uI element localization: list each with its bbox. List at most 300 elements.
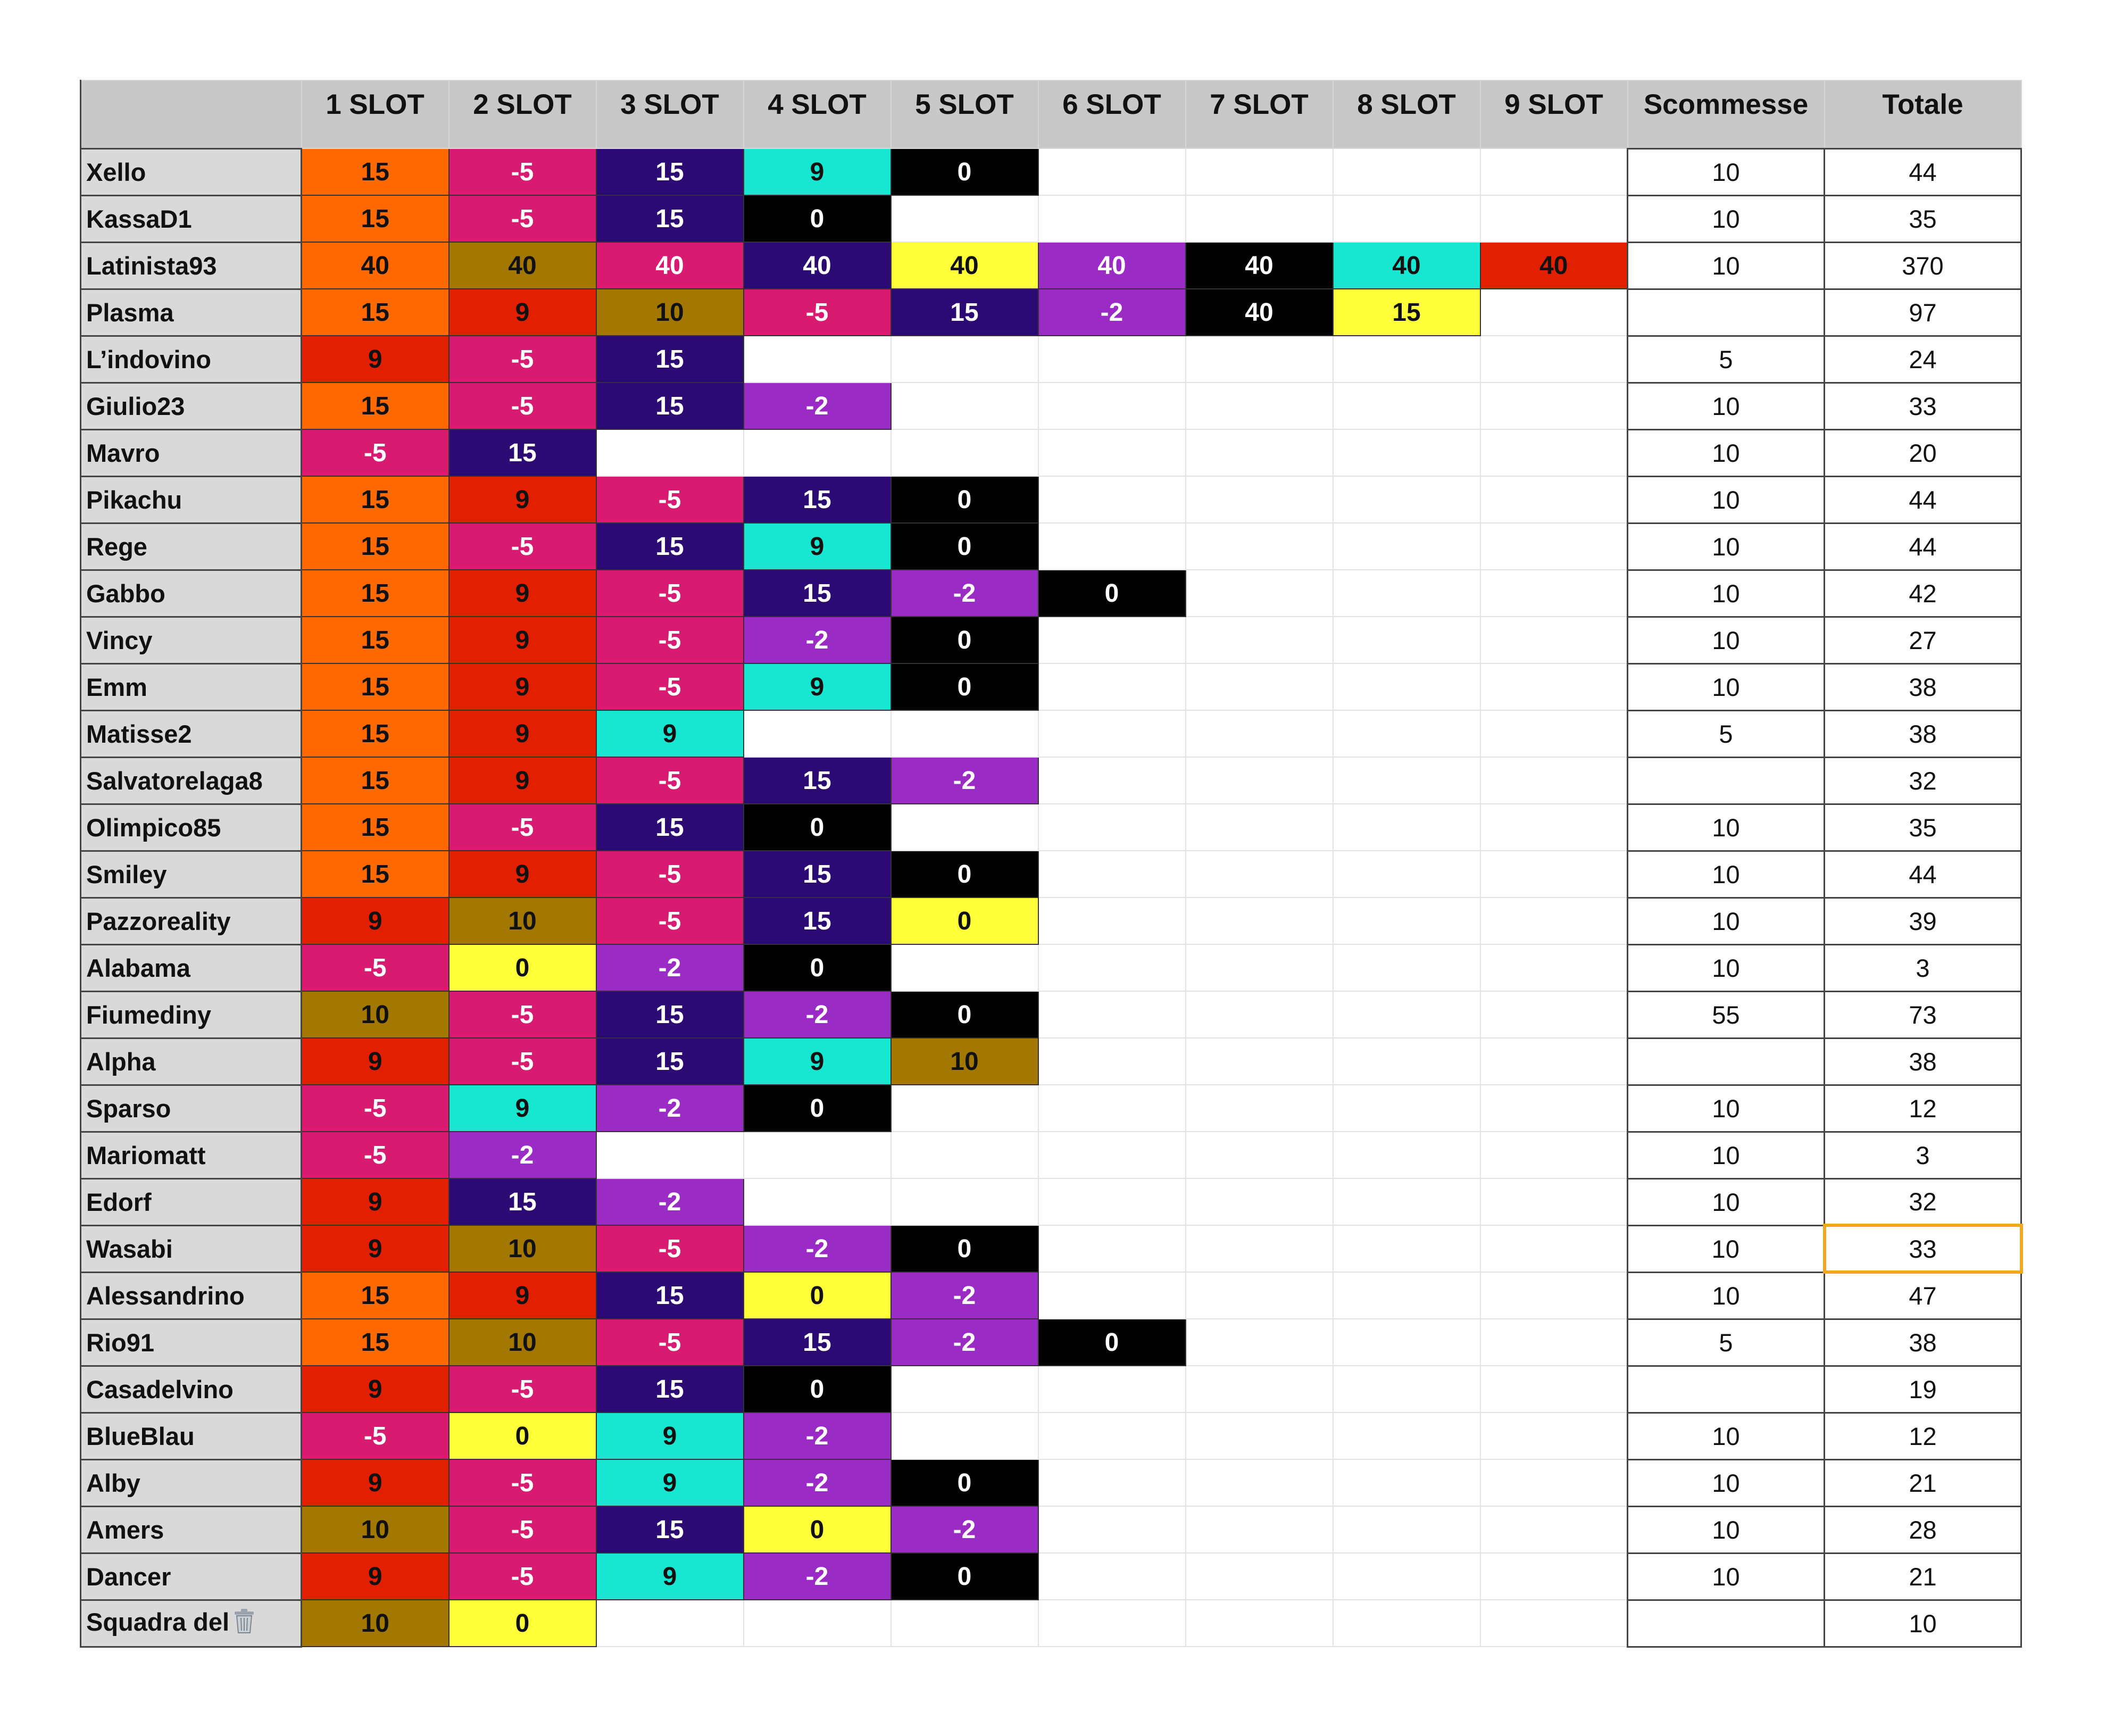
player-name-cell[interactable] — [81, 1038, 302, 1085]
slot-cell[interactable] — [1333, 429, 1480, 476]
slot-cell[interactable]: 15 — [302, 851, 449, 898]
slot-cell[interactable] — [1480, 617, 1628, 663]
slot-cell[interactable]: 15 — [744, 851, 891, 898]
scommesse-cell[interactable]: 10 — [1628, 1413, 1825, 1459]
slot-cell[interactable]: 15 — [596, 1272, 744, 1319]
slot-cell[interactable]: 15 — [596, 991, 744, 1038]
slot-cell[interactable] — [891, 1178, 1038, 1225]
slot-cell[interactable]: 0 — [891, 851, 1038, 898]
slot-cell[interactable] — [891, 1366, 1038, 1413]
slot-cell[interactable] — [1333, 617, 1480, 663]
scommesse-cell[interactable]: 10 — [1628, 1553, 1825, 1600]
totale-cell[interactable]: 44 — [1825, 148, 2021, 195]
totale-cell[interactable]: 24 — [1825, 336, 2021, 383]
scommesse-cell[interactable] — [1628, 1038, 1825, 1085]
slot-cell[interactable] — [1186, 1038, 1333, 1085]
slot-cell[interactable] — [1038, 944, 1186, 991]
slot-cell[interactable] — [1186, 1319, 1333, 1366]
player-name-cell[interactable] — [81, 1600, 302, 1647]
slot-cell[interactable]: -2 — [596, 944, 744, 991]
player-name-cell[interactable] — [81, 148, 302, 195]
slot-cell[interactable] — [744, 1600, 891, 1647]
slot-cell[interactable]: -5 — [302, 1085, 449, 1132]
slot-cell[interactable] — [891, 710, 1038, 757]
slot-cell[interactable]: 15 — [596, 195, 744, 242]
slot-cell[interactable] — [1038, 898, 1186, 944]
slot-cell[interactable]: 15 — [302, 1272, 449, 1319]
scommesse-cell[interactable]: 10 — [1628, 1132, 1825, 1178]
slot-cell[interactable] — [1480, 429, 1628, 476]
slot-cell[interactable]: 0 — [891, 1553, 1038, 1600]
slot-cell[interactable] — [1480, 570, 1628, 617]
slot-cell[interactable] — [1038, 195, 1186, 242]
slot-cell[interactable]: -5 — [596, 1319, 744, 1366]
slot-cell[interactable]: 0 — [744, 1085, 891, 1132]
slot-cell[interactable] — [1333, 1319, 1480, 1366]
slot-cell[interactable]: -5 — [596, 570, 744, 617]
slot-cell[interactable] — [1186, 1085, 1333, 1132]
slot-cell[interactable] — [891, 804, 1038, 851]
slot-cell[interactable]: 9 — [449, 476, 596, 523]
scommesse-cell[interactable]: 5 — [1628, 710, 1825, 757]
player-name-cell[interactable] — [81, 617, 302, 663]
slot-cell[interactable] — [1480, 1272, 1628, 1319]
slot-cell[interactable] — [1480, 383, 1628, 429]
slot-cell[interactable] — [1186, 898, 1333, 944]
scommesse-cell[interactable]: 10 — [1628, 1225, 1825, 1272]
slot-cell[interactable]: 10 — [891, 1038, 1038, 1085]
slot-cell[interactable] — [891, 944, 1038, 991]
slot-cell[interactable]: -5 — [449, 195, 596, 242]
scommesse-cell[interactable]: 55 — [1628, 991, 1825, 1038]
scommesse-cell[interactable]: 10 — [1628, 383, 1825, 429]
slot-cell[interactable]: 0 — [1038, 1319, 1186, 1366]
slot-cell[interactable] — [1480, 336, 1628, 383]
header-scommesse[interactable]: Scommesse — [1628, 80, 1825, 148]
slot-cell[interactable]: -5 — [744, 289, 891, 336]
slot-cell[interactable] — [1333, 523, 1480, 570]
player-name-cell[interactable] — [81, 1225, 302, 1272]
slot-cell[interactable] — [1186, 757, 1333, 804]
player-name-cell[interactable] — [81, 1178, 302, 1225]
slot-cell[interactable]: -2 — [449, 1132, 596, 1178]
slot-cell[interactable] — [1480, 1132, 1628, 1178]
totale-cell[interactable]: 3 — [1825, 944, 2021, 991]
slot-cell[interactable] — [1480, 757, 1628, 804]
scommesse-cell[interactable]: 10 — [1628, 1459, 1825, 1506]
totale-cell[interactable]: 44 — [1825, 851, 2021, 898]
slot-cell[interactable]: 10 — [449, 1225, 596, 1272]
player-name-cell[interactable] — [81, 663, 302, 710]
slot-cell[interactable] — [1186, 710, 1333, 757]
slot-cell[interactable] — [1480, 710, 1628, 757]
slot-cell[interactable]: 15 — [449, 1178, 596, 1225]
slot-cell[interactable] — [1186, 523, 1333, 570]
slot-cell[interactable] — [1480, 148, 1628, 195]
slot-cell[interactable] — [1038, 336, 1186, 383]
slot-cell[interactable] — [1038, 710, 1186, 757]
slot-cell[interactable]: 0 — [891, 663, 1038, 710]
slot-cell[interactable] — [1333, 710, 1480, 757]
slot-cell[interactable]: -5 — [596, 851, 744, 898]
scommesse-cell[interactable]: 10 — [1628, 195, 1825, 242]
slot-cell[interactable] — [891, 1413, 1038, 1459]
slot-cell[interactable]: 15 — [744, 476, 891, 523]
slot-cell[interactable] — [1038, 617, 1186, 663]
slot-cell[interactable]: 15 — [744, 1319, 891, 1366]
slot-cell[interactable]: 9 — [302, 1459, 449, 1506]
slot-cell[interactable] — [1038, 1038, 1186, 1085]
totale-cell[interactable]: 10 — [1825, 1600, 2021, 1647]
player-name-cell[interactable] — [81, 242, 302, 289]
slot-cell[interactable]: 9 — [302, 1553, 449, 1600]
slot-cell[interactable] — [1333, 1038, 1480, 1085]
slot-cell[interactable] — [1186, 991, 1333, 1038]
slot-cell[interactable] — [1480, 1225, 1628, 1272]
slot-cell[interactable]: -2 — [891, 1506, 1038, 1553]
slot-cell[interactable]: 0 — [891, 1225, 1038, 1272]
slot-cell[interactable]: 40 — [596, 242, 744, 289]
totale-cell[interactable]: 370 — [1825, 242, 2021, 289]
slot-cell[interactable]: 15 — [302, 804, 449, 851]
totale-cell[interactable]: 44 — [1825, 476, 2021, 523]
player-name-cell[interactable] — [81, 336, 302, 383]
slot-cell[interactable]: -2 — [1038, 289, 1186, 336]
slot-cell[interactable] — [1480, 851, 1628, 898]
scommesse-cell[interactable] — [1628, 1366, 1825, 1413]
slot-cell[interactable]: -5 — [596, 617, 744, 663]
slot-cell[interactable]: -2 — [744, 383, 891, 429]
player-name-cell[interactable] — [81, 757, 302, 804]
slot-cell[interactable]: -5 — [449, 383, 596, 429]
player-name-cell[interactable] — [81, 476, 302, 523]
slot-cell[interactable]: -5 — [449, 1366, 596, 1413]
header-slot-6[interactable]: 6 SLOT — [1038, 80, 1186, 148]
totale-cell[interactable]: 38 — [1825, 1319, 2021, 1366]
slot-cell[interactable] — [891, 1600, 1038, 1647]
scommesse-cell[interactable]: 10 — [1628, 148, 1825, 195]
slot-cell[interactable] — [744, 429, 891, 476]
slot-cell[interactable]: -2 — [744, 1225, 891, 1272]
slot-cell[interactable] — [1186, 1459, 1333, 1506]
slot-cell[interactable]: -5 — [596, 476, 744, 523]
slot-cell[interactable] — [1186, 383, 1333, 429]
totale-cell[interactable]: 38 — [1825, 1038, 2021, 1085]
slot-cell[interactable] — [1038, 1085, 1186, 1132]
player-name-cell[interactable] — [81, 570, 302, 617]
slot-cell[interactable] — [891, 383, 1038, 429]
slot-cell[interactable] — [1186, 1132, 1333, 1178]
slot-cell[interactable] — [1333, 1553, 1480, 1600]
slot-cell[interactable]: -2 — [744, 1459, 891, 1506]
slot-cell[interactable]: 9 — [449, 757, 596, 804]
slot-cell[interactable] — [891, 429, 1038, 476]
totale-cell[interactable]: 27 — [1825, 617, 2021, 663]
slot-cell[interactable]: 10 — [302, 991, 449, 1038]
slot-cell[interactable]: 15 — [302, 570, 449, 617]
slot-cell[interactable] — [1038, 148, 1186, 195]
slot-cell[interactable] — [1480, 1553, 1628, 1600]
slot-cell[interactable]: 0 — [449, 944, 596, 991]
slot-cell[interactable]: -5 — [302, 429, 449, 476]
player-name-cell[interactable] — [81, 1085, 302, 1132]
slot-cell[interactable]: -5 — [449, 1038, 596, 1085]
player-name-cell[interactable] — [81, 710, 302, 757]
slot-cell[interactable]: 0 — [891, 898, 1038, 944]
slot-cell[interactable]: -5 — [302, 1413, 449, 1459]
slot-cell[interactable] — [1186, 851, 1333, 898]
header-slot-1[interactable]: 1 SLOT — [302, 80, 449, 148]
slot-cell[interactable] — [1186, 804, 1333, 851]
slot-cell[interactable]: -5 — [596, 1225, 744, 1272]
slot-cell[interactable]: 15 — [744, 898, 891, 944]
slot-cell[interactable] — [1480, 1366, 1628, 1413]
slot-cell[interactable] — [744, 1132, 891, 1178]
totale-cell[interactable]: 97 — [1825, 289, 2021, 336]
slot-cell[interactable] — [1333, 476, 1480, 523]
slot-cell[interactable] — [1480, 804, 1628, 851]
player-name-cell[interactable] — [81, 523, 302, 570]
slot-cell[interactable]: 40 — [1333, 242, 1480, 289]
player-name-cell[interactable] — [81, 1459, 302, 1506]
scommesse-cell[interactable]: 10 — [1628, 663, 1825, 710]
slot-cell[interactable] — [1333, 1272, 1480, 1319]
slot-cell[interactable]: 15 — [891, 289, 1038, 336]
player-name-cell[interactable] — [81, 1553, 302, 1600]
slot-cell[interactable] — [1480, 1600, 1628, 1647]
slot-cell[interactable]: 0 — [891, 523, 1038, 570]
slot-cell[interactable] — [1186, 570, 1333, 617]
scommesse-cell[interactable]: 10 — [1628, 1506, 1825, 1553]
totale-cell-selected[interactable]: 33 — [1825, 1225, 2021, 1272]
slot-cell[interactable] — [1038, 383, 1186, 429]
slot-cell[interactable]: 40 — [891, 242, 1038, 289]
slot-cell[interactable] — [1480, 1319, 1628, 1366]
slot-cell[interactable]: -5 — [449, 148, 596, 195]
slot-cell[interactable]: 9 — [596, 1553, 744, 1600]
scommesse-cell[interactable] — [1628, 1600, 1825, 1647]
scommesse-cell[interactable] — [1628, 289, 1825, 336]
slot-cell[interactable] — [1186, 336, 1333, 383]
scommesse-cell[interactable]: 10 — [1628, 617, 1825, 663]
slot-cell[interactable] — [1186, 148, 1333, 195]
slot-cell[interactable]: 9 — [449, 570, 596, 617]
slot-cell[interactable] — [1186, 944, 1333, 991]
slot-cell[interactable]: -5 — [449, 991, 596, 1038]
header-slot-2[interactable]: 2 SLOT — [449, 80, 596, 148]
slot-cell[interactable]: 15 — [302, 289, 449, 336]
slot-cell[interactable] — [1333, 1600, 1480, 1647]
slot-cell[interactable]: 0 — [744, 804, 891, 851]
scommesse-cell[interactable]: 10 — [1628, 851, 1825, 898]
slot-cell[interactable]: -2 — [744, 617, 891, 663]
slot-cell[interactable]: 15 — [302, 1319, 449, 1366]
slot-cell[interactable] — [1333, 991, 1480, 1038]
totale-cell[interactable]: 32 — [1825, 757, 2021, 804]
slot-cell[interactable]: 0 — [891, 1459, 1038, 1506]
slot-cell[interactable]: 40 — [1038, 242, 1186, 289]
slot-cell[interactable] — [1038, 1272, 1186, 1319]
slot-cell[interactable]: 15 — [596, 1506, 744, 1553]
slot-cell[interactable] — [1480, 289, 1628, 336]
scommesse-cell[interactable] — [1628, 757, 1825, 804]
slot-cell[interactable]: 40 — [1186, 289, 1333, 336]
slot-cell[interactable] — [1333, 757, 1480, 804]
slot-cell[interactable]: -5 — [596, 898, 744, 944]
slot-cell[interactable]: 9 — [449, 710, 596, 757]
corner-header-cell[interactable] — [81, 80, 302, 148]
slot-cell[interactable] — [1186, 1413, 1333, 1459]
slot-cell[interactable]: 10 — [449, 898, 596, 944]
slot-cell[interactable]: 0 — [449, 1600, 596, 1647]
slot-cell[interactable]: 9 — [596, 1413, 744, 1459]
player-name-cell[interactable] — [81, 1132, 302, 1178]
slot-cell[interactable] — [596, 1600, 744, 1647]
totale-cell[interactable]: 12 — [1825, 1085, 2021, 1132]
slot-cell[interactable] — [1480, 195, 1628, 242]
slot-cell[interactable] — [1186, 1178, 1333, 1225]
slot-cell[interactable]: 9 — [449, 1272, 596, 1319]
slot-cell[interactable]: 15 — [596, 804, 744, 851]
slot-cell[interactable] — [1480, 1038, 1628, 1085]
slot-cell[interactable]: 0 — [891, 476, 1038, 523]
slot-cell[interactable]: 9 — [596, 1459, 744, 1506]
slot-cell[interactable]: 9 — [302, 336, 449, 383]
scommesse-cell[interactable]: 5 — [1628, 336, 1825, 383]
slot-cell[interactable]: 9 — [449, 1085, 596, 1132]
slot-cell[interactable] — [1333, 1506, 1480, 1553]
slot-cell[interactable] — [1333, 898, 1480, 944]
totale-cell[interactable]: 39 — [1825, 898, 2021, 944]
slot-cell[interactable]: 15 — [596, 148, 744, 195]
slot-cell[interactable] — [891, 336, 1038, 383]
slot-cell[interactable]: -5 — [449, 1459, 596, 1506]
slot-cell[interactable] — [744, 1178, 891, 1225]
slot-cell[interactable] — [1038, 991, 1186, 1038]
slot-cell[interactable]: 15 — [302, 663, 449, 710]
slot-cell[interactable] — [1186, 663, 1333, 710]
slot-cell[interactable]: -5 — [302, 1132, 449, 1178]
player-name-cell[interactable] — [81, 1272, 302, 1319]
slot-cell[interactable]: 15 — [596, 1366, 744, 1413]
scommesse-cell[interactable]: 10 — [1628, 1178, 1825, 1225]
slot-cell[interactable] — [1480, 476, 1628, 523]
player-name-cell[interactable] — [81, 804, 302, 851]
header-slot-5[interactable]: 5 SLOT — [891, 80, 1038, 148]
slot-cell[interactable] — [1480, 1413, 1628, 1459]
slot-cell[interactable] — [1186, 1366, 1333, 1413]
slot-cell[interactable]: -5 — [449, 1553, 596, 1600]
slot-cell[interactable] — [891, 195, 1038, 242]
header-slot-7[interactable]: 7 SLOT — [1186, 80, 1333, 148]
slot-cell[interactable] — [1333, 1413, 1480, 1459]
slot-cell[interactable]: 15 — [744, 757, 891, 804]
slot-cell[interactable]: 0 — [891, 148, 1038, 195]
slot-cell[interactable]: 15 — [302, 710, 449, 757]
totale-cell[interactable]: 38 — [1825, 710, 2021, 757]
slot-cell[interactable]: 15 — [302, 476, 449, 523]
slot-cell[interactable]: 9 — [744, 523, 891, 570]
slot-cell[interactable] — [1186, 1506, 1333, 1553]
slot-cell[interactable] — [1480, 898, 1628, 944]
slot-cell[interactable]: 0 — [744, 1366, 891, 1413]
scommesse-cell[interactable]: 10 — [1628, 476, 1825, 523]
slot-cell[interactable]: -5 — [596, 757, 744, 804]
slot-cell[interactable]: -2 — [596, 1085, 744, 1132]
slot-cell[interactable]: 0 — [891, 617, 1038, 663]
slot-cell[interactable]: 15 — [596, 523, 744, 570]
slot-cell[interactable] — [1186, 617, 1333, 663]
slot-cell[interactable]: 9 — [744, 148, 891, 195]
scommesse-cell[interactable]: 10 — [1628, 523, 1825, 570]
slot-cell[interactable] — [1333, 148, 1480, 195]
slot-cell[interactable]: -2 — [744, 1413, 891, 1459]
slot-cell[interactable] — [1333, 663, 1480, 710]
slot-cell[interactable] — [1038, 1225, 1186, 1272]
player-name-cell[interactable] — [81, 991, 302, 1038]
scommesse-cell[interactable]: 10 — [1628, 242, 1825, 289]
slot-cell[interactable] — [1480, 1506, 1628, 1553]
totale-cell[interactable]: 12 — [1825, 1413, 2021, 1459]
slot-cell[interactable] — [1186, 1553, 1333, 1600]
slot-cell[interactable]: -5 — [596, 663, 744, 710]
header-slot-8[interactable]: 8 SLOT — [1333, 80, 1480, 148]
slot-cell[interactable]: 9 — [449, 663, 596, 710]
player-name-cell[interactable] — [81, 851, 302, 898]
slot-cell[interactable] — [1333, 336, 1480, 383]
slot-cell[interactable] — [1333, 1366, 1480, 1413]
totale-cell[interactable]: 44 — [1825, 523, 2021, 570]
slot-cell[interactable]: -5 — [449, 523, 596, 570]
slot-cell[interactable] — [1333, 1132, 1480, 1178]
slot-cell[interactable]: -2 — [891, 1319, 1038, 1366]
slot-cell[interactable]: 10 — [596, 289, 744, 336]
slot-cell[interactable] — [1480, 944, 1628, 991]
slot-cell[interactable]: 9 — [302, 1178, 449, 1225]
scommesse-cell[interactable]: 10 — [1628, 429, 1825, 476]
slot-cell[interactable] — [1480, 1085, 1628, 1132]
slot-cell[interactable] — [1333, 1178, 1480, 1225]
slot-cell[interactable] — [1038, 429, 1186, 476]
player-name-cell[interactable] — [81, 383, 302, 429]
slot-cell[interactable]: -5 — [449, 336, 596, 383]
scommesse-cell[interactable]: 10 — [1628, 1085, 1825, 1132]
slot-cell[interactable] — [1186, 1225, 1333, 1272]
totale-cell[interactable]: 35 — [1825, 195, 2021, 242]
slot-cell[interactable] — [1038, 1600, 1186, 1647]
slot-cell[interactable]: 15 — [449, 429, 596, 476]
slot-cell[interactable]: 40 — [744, 242, 891, 289]
totale-cell[interactable]: 28 — [1825, 1506, 2021, 1553]
slot-cell[interactable]: -2 — [744, 991, 891, 1038]
player-name-cell[interactable] — [81, 195, 302, 242]
slot-cell[interactable] — [1186, 1600, 1333, 1647]
slot-cell[interactable] — [1038, 663, 1186, 710]
player-name-cell[interactable] — [81, 1319, 302, 1366]
header-slot-9[interactable]: 9 SLOT — [1480, 80, 1628, 148]
slot-cell[interactable]: -2 — [891, 570, 1038, 617]
totale-cell[interactable]: 21 — [1825, 1459, 2021, 1506]
player-name-cell[interactable] — [81, 898, 302, 944]
slot-cell[interactable]: 15 — [302, 148, 449, 195]
slot-cell[interactable]: -2 — [891, 1272, 1038, 1319]
slot-cell[interactable]: 40 — [302, 242, 449, 289]
totale-cell[interactable]: 73 — [1825, 991, 2021, 1038]
scommesse-cell[interactable]: 10 — [1628, 944, 1825, 991]
slot-cell[interactable] — [744, 710, 891, 757]
slot-cell[interactable] — [1333, 195, 1480, 242]
header-slot-3[interactable]: 3 SLOT — [596, 80, 744, 148]
